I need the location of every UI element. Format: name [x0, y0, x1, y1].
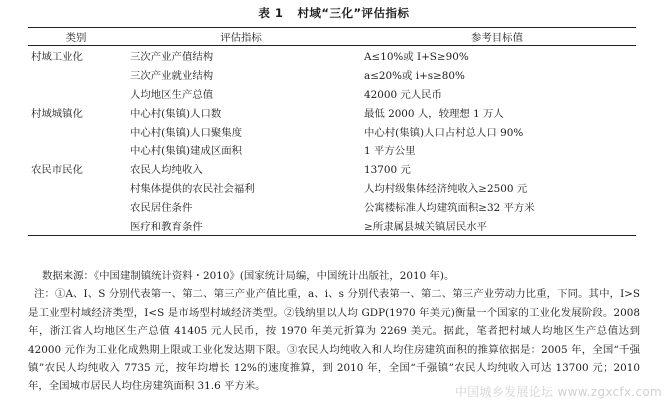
- category-cell: 村域工业化: [31, 50, 83, 63]
- category-cell: [28, 197, 124, 216]
- target-cell: A≤10%或 I+S≥90%: [364, 50, 469, 63]
- category-cell: 农民市民化: [31, 164, 83, 177]
- indicator-cell: 农民人均纯收入: [130, 164, 203, 177]
- target-cell: 1 平方公里: [364, 145, 416, 158]
- table-row: [28, 140, 636, 159]
- category-cell: [28, 216, 124, 235]
- header-category: 类别: [28, 28, 124, 46]
- table-row: [28, 216, 636, 235]
- table-row: [28, 122, 636, 141]
- indicator-cell: 农民居住条件: [130, 202, 193, 215]
- target-cell: 最低 2000 人，较理想 1 万人: [364, 107, 504, 120]
- table-row: [28, 65, 636, 84]
- indicator-cell: 中心村(集镇)人口数: [130, 107, 222, 120]
- table-row: [28, 178, 636, 197]
- table-title: [0, 5, 668, 21]
- watermark: 中国城乡发展论坛 www.zgxcfx.com: [454, 385, 662, 399]
- target-cell: ≥所隶属县城关镇居民水平: [358, 216, 636, 235]
- table-number: 表 1: [258, 6, 284, 20]
- indicator-cell: 三次产业产值结构: [130, 50, 214, 63]
- target-cell: 13700 元: [364, 164, 411, 177]
- category-cell: [28, 178, 124, 197]
- header-target: 参考目标值: [358, 28, 636, 46]
- indicator-cell: 人均地区生产总值: [130, 88, 214, 101]
- data-source-note: 数据来源：《中国建制镇统计资料・2010》(国家统计局编，中国统计出版社，2010 年)。: [42, 270, 455, 282]
- header-indicator: 评估指标: [124, 28, 358, 46]
- category-cell: [28, 84, 124, 103]
- indicator-cell: 三次产业就业结构: [130, 69, 214, 82]
- table-row: [28, 197, 636, 216]
- table-row: [28, 103, 636, 122]
- indicator-cell: 中心村(集镇)建成区面积: [130, 145, 243, 158]
- target-cell: 公寓楼标准人均建筑面积≥32 平方米: [364, 202, 535, 215]
- category-cell: [28, 122, 124, 141]
- table-header-row: [28, 28, 636, 46]
- table-row: [28, 84, 636, 103]
- target-cell: 中心村(集镇)人口占村总人口 90%: [364, 126, 524, 139]
- category-cell: [28, 65, 124, 84]
- category-cell: 村域城镇化: [31, 107, 83, 120]
- footnote-text: 注：①A、I、S 分别代表第一、第二、第三产业产值比重，a、i、s 分别代表第一、第二、第三产业劳动力比重，下同。其中，I>S 是工业型村域经济类型，I<S 是市场型村域经济类型。②钱纳里以人均 GDP(1970 年美元)衡量一个国家的工业化发展阶段。2008 年，浙江省人均地区生产总值 41405 元人民币，按 1970 年美元折算为 2269 美元。据此，笔者把村域人均地区生产总值达到 42000 元作为工业化成熟期上限或工业化发达期下限。③农民人均纯收入和人均住房建筑面积的推算依据是：2005 年，全国“千强镇”农民人均纯收入 7735 元，按年均增长 12%的速度推算，到 2010 年，全国“千强镇”农民人均纯收入可达 13700 元；2010 年，全国城市居民人均住房建筑面积 31.6 平方米。: [28, 288, 640, 393]
- indicator-cell: 村集体提供的农民社会福利: [130, 183, 255, 196]
- indicator-cell: 中心村(集镇)人口聚集度: [130, 126, 243, 139]
- evaluation-table: [28, 27, 636, 236]
- table-notes: [28, 267, 640, 396]
- target-cell: 42000 元人民币: [364, 88, 442, 101]
- table-row: [28, 46, 636, 65]
- target-cell: 人均村级集体经济纯收入≥2500 元: [364, 183, 528, 196]
- category-cell: [28, 140, 124, 159]
- indicator-cell: 医疗和教育条件: [124, 216, 358, 235]
- table-row: [28, 159, 636, 178]
- table-title-text: 村域“三化”评估指标: [297, 6, 410, 20]
- target-cell: a≤20%或 i+s≥80%: [364, 69, 465, 82]
